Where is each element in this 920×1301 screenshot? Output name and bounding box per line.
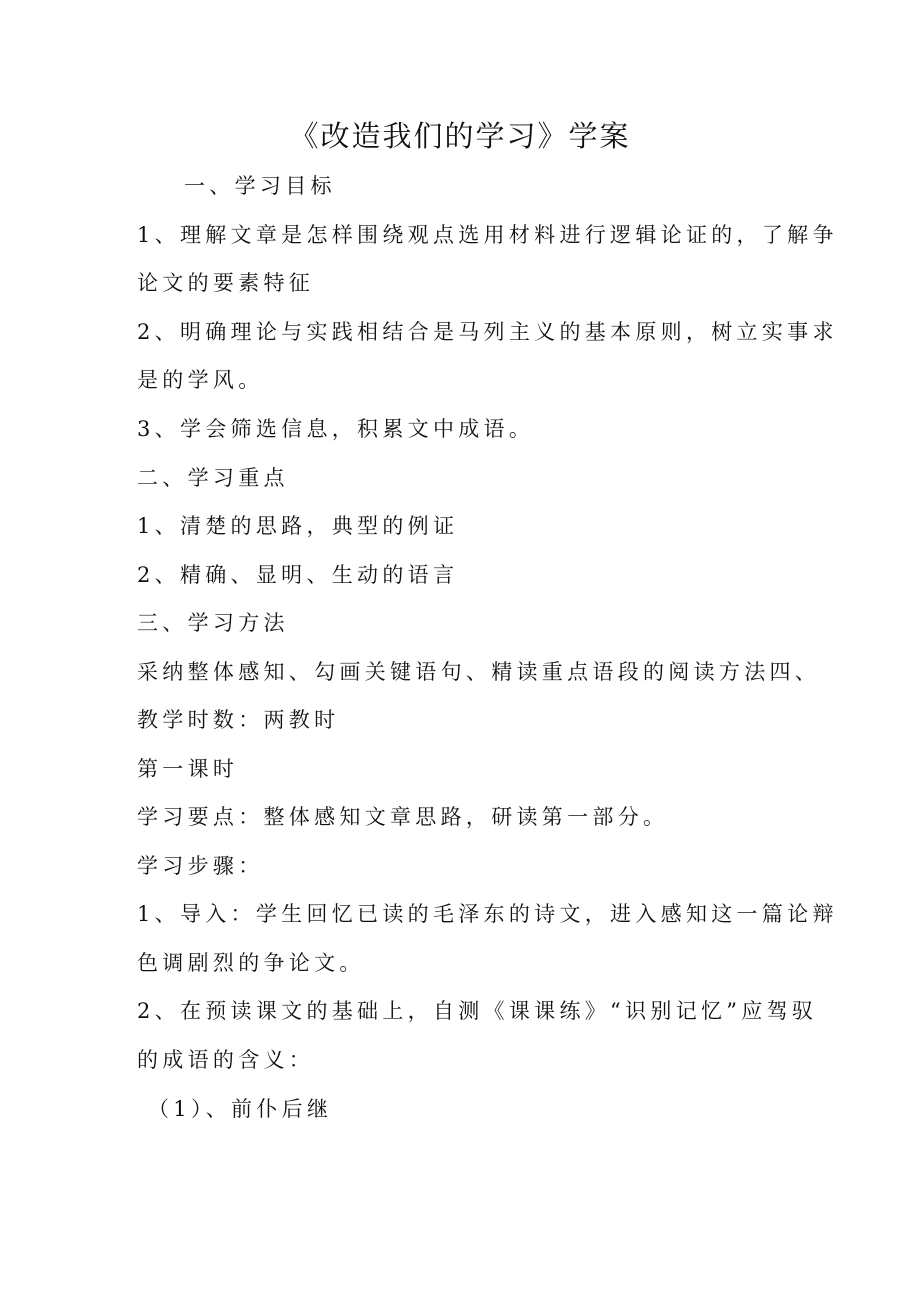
document-title: 《改造我们的学习》学案 — [289, 119, 631, 153]
lesson-heading: 第一课时 — [137, 757, 239, 781]
paragraph-line: 教学时数：两教时 — [137, 708, 340, 732]
list-item: （1）、前仆后继 — [148, 1097, 333, 1121]
paragraph-line: 是的学风。 — [137, 368, 264, 392]
section-heading-key-points: 二、学习重点 — [137, 466, 289, 490]
paragraph-line: 1、导入：学生回忆已读的毛泽东的诗文，进入感知这一篇论辩 — [137, 902, 838, 926]
paragraph-line: 色调剧烈的争论文。 — [137, 951, 365, 975]
paragraph-line: 2、精确、显明、生动的语言 — [137, 563, 459, 587]
paragraph-line: 采纳整体感知、勾画关键语句、精读重点语段的阅读方法四、 — [137, 660, 821, 684]
paragraph-line: 2、明确理论与实践相结合是马列主义的基本原则，树立实事求 — [137, 320, 838, 344]
paragraph-line: 论文的要素特征 — [137, 271, 315, 295]
section-heading-objectives: 一、学习目标 — [184, 174, 336, 198]
paragraph-line: 学习步骤： — [137, 854, 264, 878]
paragraph-line: 1、清楚的思路，典型的例证 — [137, 514, 459, 538]
paragraph-line: 学习要点：整体感知文章思路，研读第一部分。 — [137, 805, 669, 829]
paragraph-line: 1、理解文章是怎样围绕观点选用材料进行逻辑论证的，了解争 — [137, 223, 838, 247]
paragraph-line: 3、学会筛选信息，积累文中成语。 — [137, 417, 535, 441]
paragraph-line: 2、在预读课文的基础上，自测《课课练》“识别记忆”应驾驭 — [137, 999, 818, 1023]
section-heading-methods: 三、学习方法 — [137, 611, 289, 635]
paragraph-line: 的成语的含义： — [137, 1048, 315, 1072]
